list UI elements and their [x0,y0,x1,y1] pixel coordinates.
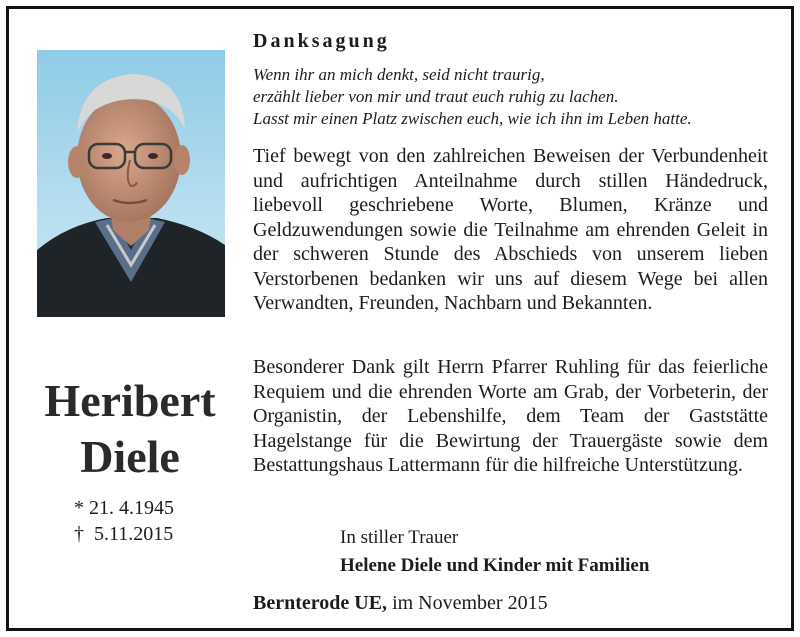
portrait-photo [37,50,225,317]
place-town: Bernterode UE, [253,592,388,614]
special-thanks-paragraph: Besonderer Dank gilt Herrn Pfarrer Ruhling für das feierliche Requiem und die ehrenden Worte am Grab, der Vorbeterin, der Organistin, der Lebenshilfe, dem Team der Gaststätte Hagelstange für die Bewirtung der Trauergäste sowie dem Bestattungshaus Lattermann für die hilfreiche Unterstützung. [253,356,768,476]
notice-heading: Danksagung [253,30,390,52]
deceased-last-name: Diele [80,431,180,482]
signoff [340,526,649,578]
deceased-first-name: Heribert [44,375,216,426]
place-date [253,592,548,615]
death-date: † 5.11.2015 [74,523,174,545]
thanks-paragraph: Tief bewegt von den zahlreichen Beweisen der Verbundenheit und aufrichtigen Anteilnahme durch stillen Händedruck, liebevoll geschriebene Worte, Blumen, Kränze und Geldzuwendungen sowie die Teilnahme am ehrenden Geleit in der schweren Stunde des Abschieds von unserem lieben Verstorbenen bedanken wir uns auf diesem Wege bei allen Verwandten, Freunden, Nachbarn und Bekannten. [253,145,768,314]
poem-line: Wenn ihr an mich denkt, seid nicht traurig, [253,65,545,84]
family-names: Helene Diele und Kinder mit Familien [340,555,650,576]
poem [253,64,773,130]
birth-date: * 21. 4.1945 [74,497,174,519]
life-dates [74,495,174,547]
mourning-line: In stiller Trauer [340,527,459,548]
poem-line: erzählt lieber von mir und traut euch ruhig zu lachen. [253,87,619,106]
poem-line: Lasst mir einen Platz zwischen euch, wie ich ihn im Leben hatte. [253,109,692,128]
place-month: im November 2015 [387,592,548,614]
